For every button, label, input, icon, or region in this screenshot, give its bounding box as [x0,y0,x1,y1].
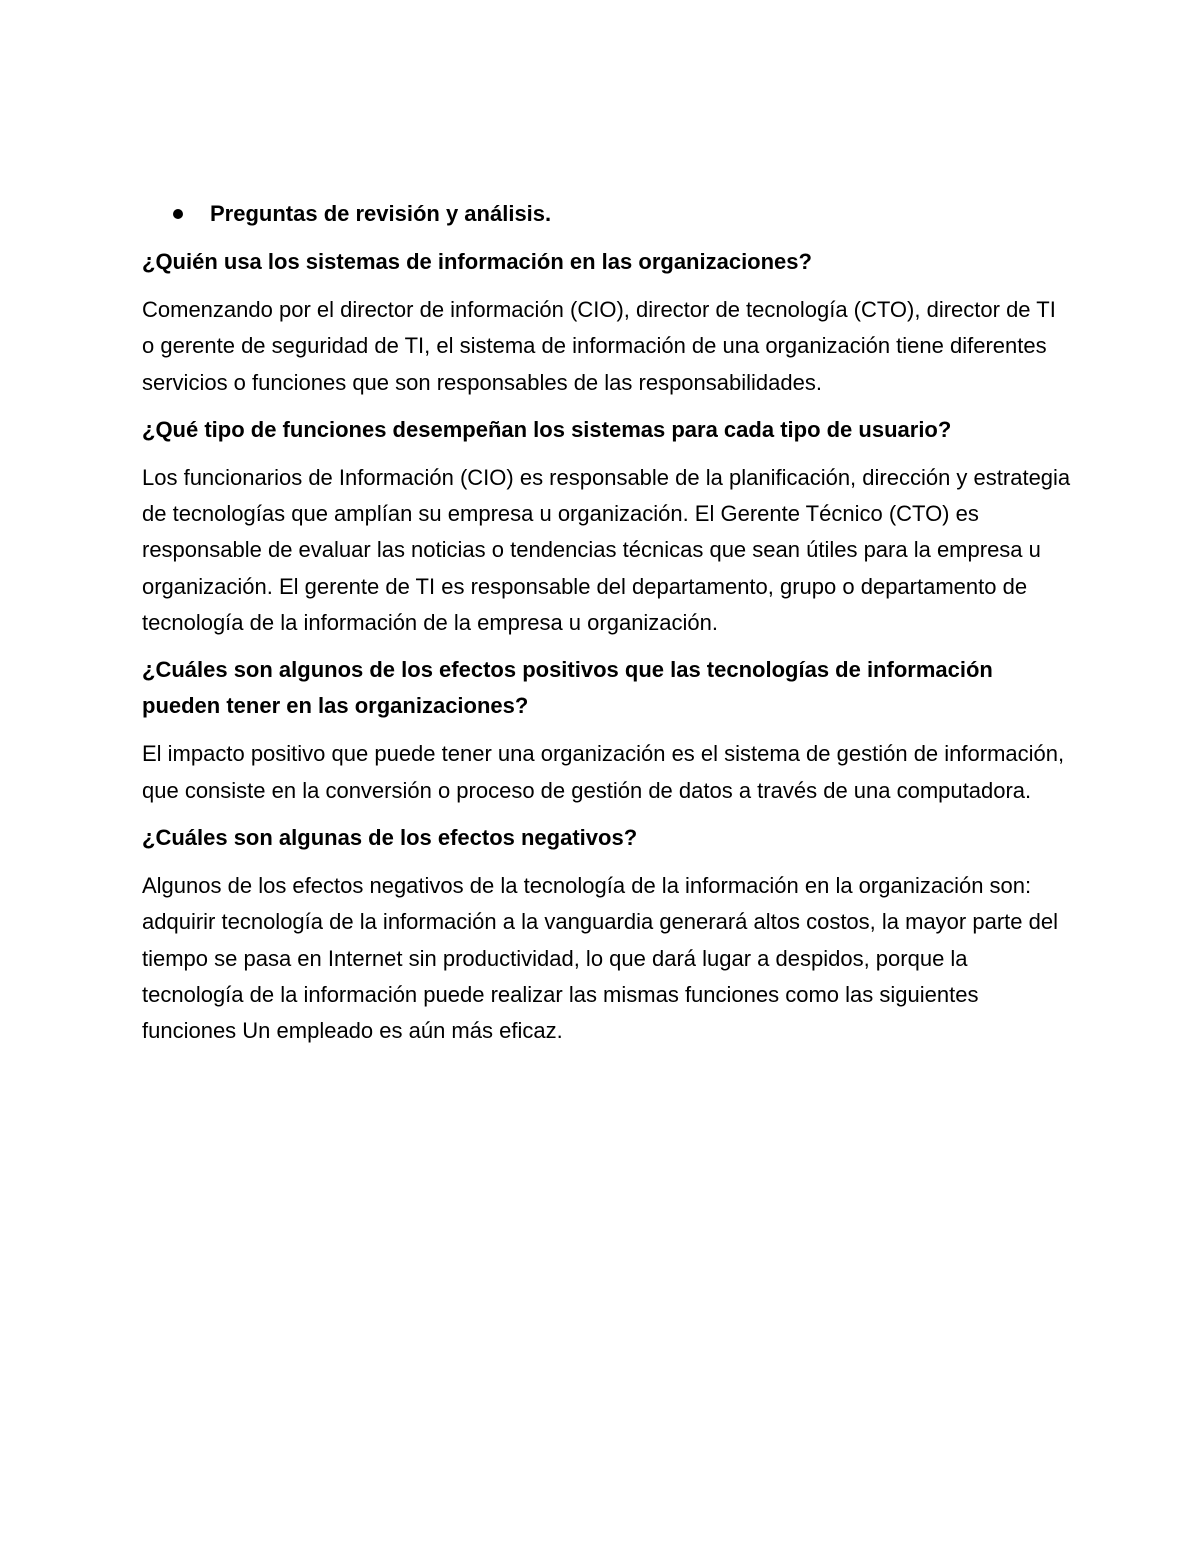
bullet-heading-line [173,196,1072,232]
answer-4: Algunos de los efectos negativos de la tecnología de la información en la organización son: adquirir tecnología de la información a la vanguardia generará altos costos, la mayor parte del tiempo se pasa en Internet sin productividad, lo que dará lugar a despidos, porque la tecnología de la información puede realizar las mismas funciones como las siguientes funciones Un empleado es aún más eficaz. [142,872,1058,1044]
question-1: ¿Quién usa los sistemas de información en las organizaciones? [142,249,812,274]
answer-3: El impacto positivo que puede tener una organización es el sistema de gestión de información, que consiste en la conversión o proceso de gestión de datos a través de una computadora. [142,741,1065,803]
question-2: ¿Qué tipo de funciones desempeñan los sistemas para cada tipo de usuario? [142,416,952,442]
question-4: ¿Cuáles son algunas de los efectos negativos? [142,824,638,850]
answer-2: Los funcionarios de Información (CIO) es responsable de la planificación, dirección y estrategia de tecnologías que amplían su empresa u organización. El Gerente Técnico (CTO) es responsable de evaluar las noticias o tendencias técnicas que sean útiles para la empresa u organización. El gerente de TI es responsable del departamento, grupo o departamento de tecnología de la información de la empresa u organización. [142,464,1071,636]
bullet-heading: Preguntas de revisión y análisis. [210,201,552,226]
question-3: ¿Cuáles son algunos de los efectos positivos que las tecnologías de información pueden tener en las organizaciones? [142,657,993,719]
bullet-point-icon [173,209,183,219]
document-body [142,196,1072,1060]
answer-1: Comenzando por el director de información (CIO), director de tecnología (CTO), director de TI o gerente de seguridad de TI, el sistema de información de una organización tiene diferentes servicios o funciones que son responsables de las responsabilidades. [142,297,1056,395]
